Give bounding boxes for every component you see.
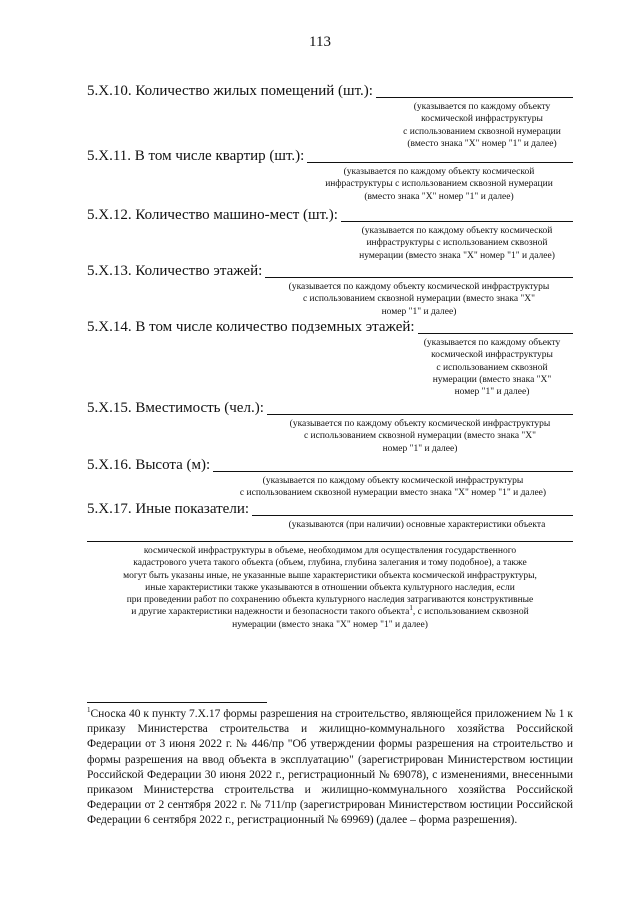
field-label: 5.X.16. Высота (м): xyxy=(87,457,211,473)
underground-floors-input[interactable] xyxy=(418,318,573,334)
residential-premises-input[interactable] xyxy=(376,82,573,98)
field-hint: (указывается по каждому объекту космической инфраструктуры с использованием сквозной нумерации вместо знака "X" номер "1" и далее) xyxy=(239,476,547,499)
page-number: 113 xyxy=(309,34,331,50)
footnote-text: Сноска 40 к пункту 7.X.17 формы разрешения на строительство, являющейся приложением № 1 к приказу Министерства строительства и жилищно-коммунального хозяйства Российской Федерации от 3 июня 2022 г. № 446/пр "Об утверждении формы разрешения на строительство и формы разрешения на ввод объекта в эксплуатацию" (зарегистрирован Министерством юстиции Российской Федерации 30 июня 2022 г., регистрационный № 69078), с изменениями, внесенными приказом Министерства строительства и жилищно-коммунального хозяйства Российской Федерации от 2 сентября 2022 г. № 711/пр (зарегистрирован Министерством юстиции Российской Федерации 6 сентября 2022 г., регистрационный № 69969) (далее – форма разрешения). xyxy=(87,708,573,827)
field-floors xyxy=(87,262,573,317)
field-label: 5.X.14. В том числе количество подземных этажей: xyxy=(87,319,415,335)
field-other-indicators xyxy=(87,500,573,530)
field-parking-spaces xyxy=(87,206,573,261)
field-hint: (указывается по каждому объекту космической инфраструктуры с использованием сквозной нумерации (вместо знака "X" номер "1" и далее) xyxy=(325,167,553,202)
field-apartments xyxy=(87,147,573,202)
footnote-marker: 1 xyxy=(87,706,91,715)
apartments-input[interactable] xyxy=(307,147,573,163)
field-hint: (указывается по каждому объекту космической инфраструктуры с использованием сквозной нумерации (вместо знака "X" номер "1" и далее) xyxy=(423,338,561,398)
field-capacity xyxy=(87,399,573,454)
parking-spaces-input[interactable] xyxy=(341,206,573,222)
field-hint: (указывается по каждому объекту космической инфраструктуры с использованием сквозной нумерации (вместо знака "X" номер "1" и далее) xyxy=(403,102,561,149)
footnote-divider xyxy=(87,702,267,703)
field-label: 5.X.13. Количество этажей: xyxy=(87,263,263,279)
field-label: 5.X.12. Количество машино-мест (шт.): xyxy=(87,207,338,223)
field-underground-floors xyxy=(87,318,573,398)
capacity-input[interactable] xyxy=(267,399,573,415)
field-hint: (указывается по каждому объекту космической инфраструктуры с использованием сквозной нумерации (вместо знака "X" номер "1" и далее) xyxy=(289,419,551,454)
field-height xyxy=(87,456,573,499)
footnote xyxy=(87,707,573,829)
field-label: 5.X.11. В том числе квартир (шт.): xyxy=(87,148,305,164)
field-label: 5.X.15. Вместимость (чел.): xyxy=(87,400,264,416)
other-indicators-hint: космической инфраструктуры в объеме, необходимом для осуществления государственного кадастрового учета такого объекта (объем, глубина, глубина залегания и тому подобное), а также могут быть указаны иные, не указанные выше характеристики объекта космической инфраструктуры, иные характеристики также указываются в отношении объекта культурного наследия, если при проведении работ по сохранению объекта культурного наследия затрагиваются конструктивные и другие характеристики надежности и безопасности такого объекта$^1$, с использованием сквозной нумерации (вместо знака "X" номер "1" и далее) xyxy=(123,546,537,630)
field-hint: (указывается по каждому объекту космической инфраструктуры с использованием сквозной нумерации (вместо знака "X" номер "1" и далее) xyxy=(359,226,555,261)
floors-input[interactable] xyxy=(265,262,573,278)
other-indicators-continuation-input[interactable] xyxy=(87,541,573,542)
field-hint: (указывается по каждому объекту космической инфраструктуры с использованием сквозной нумерации (вместо знака "X" номер "1" и далее) xyxy=(288,282,550,317)
height-input[interactable] xyxy=(213,456,573,472)
footnote-reference[interactable]: 1 xyxy=(409,604,413,613)
field-hint: (указываются (при наличии) основные характеристики объекта xyxy=(288,520,546,530)
field-label: 5.X.17. Иные показатели: xyxy=(87,501,250,517)
field-label: 5.X.10. Количество жилых помещений (шт.): xyxy=(87,83,373,99)
field-residential-premises xyxy=(87,82,573,149)
other-indicators-input[interactable] xyxy=(252,500,573,516)
